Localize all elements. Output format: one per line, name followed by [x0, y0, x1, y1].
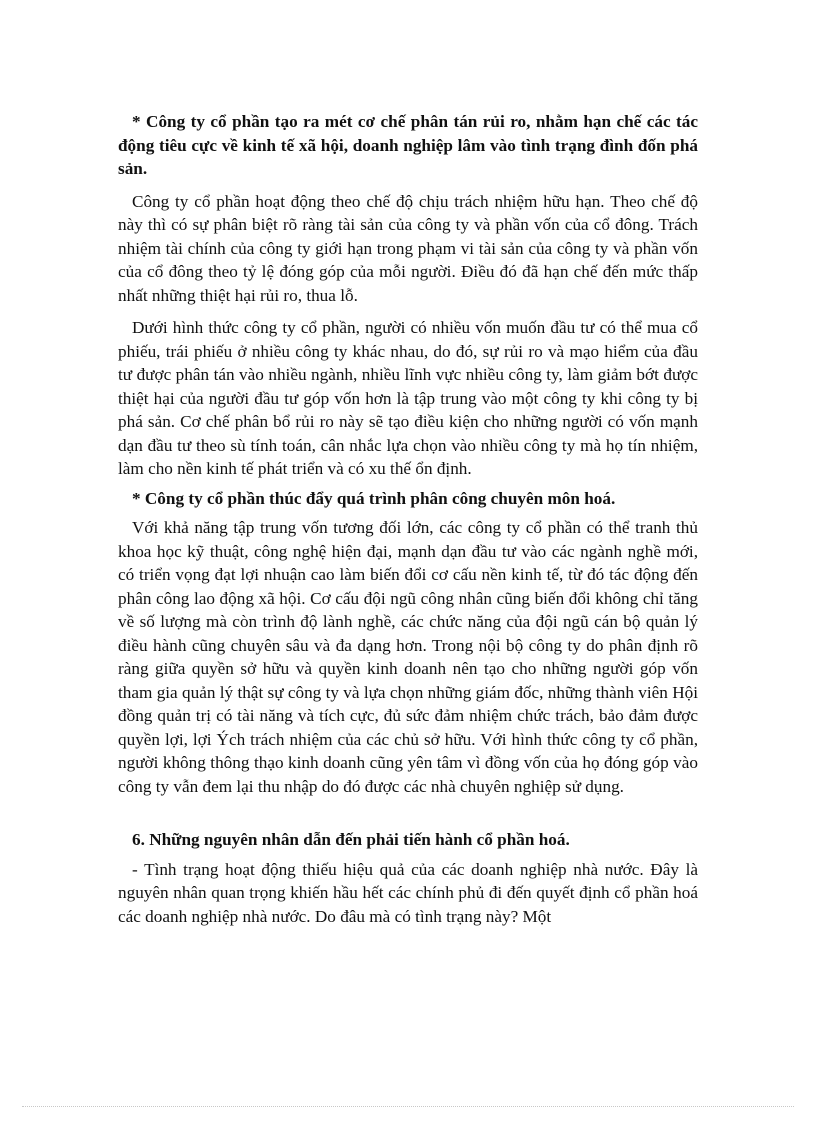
- paragraph-capital-concentration: Với khả năng tập trung vốn tương đối lớn, các công ty cổ phần có thể tranh thủ khoa học kỹ thuật, công nghệ hiện đại, mạnh dạn đầu tư vào các ngành nghề mới, có triển vọng đạt lợi nhuận cao làm biến đổi cơ cấu nền kinh tế, từ đó tác động đến phân công lao động xã hội. Cơ cấu đội ngũ công nhân cũng biến đổi không chỉ tăng về số lượng mà còn trình độ lành nghề, các chức năng của đội ngũ cán bộ quản lý điều hành cũng chuyên sâu và đa dạng hơn. Trong nội bộ công ty do phân định rõ ràng giữa quyền sở hữu và quyền kinh doanh nên tạo cho những người góp vốn tham gia quản lý thật sự công ty và lựa chọn những giám đốc, những thành viên Hội đồng quản trị có tài năng và tích cực, đủ sức đảm nhiệm chức trách, bảo đảm được quyền lợi, lợi Ých trách nhiệm của các chủ sở hữu. Với hình thức công ty cổ phần, người không thông thạo kinh doanh cũng yên tâm vì đồng vốn của họ đóng góp vào công ty vẫn đem lại thu nhập do đó được các nhà chuyên nghiệp sử dụng.: [118, 518, 698, 796]
- section-heading-risk-distribution: * Công ty cổ phần tạo ra mét cơ chế phân tán rủi ro, nhằm hạn chế các tác động tiêu cực về kinh tế xã hội, doanh nghiệp lâm vào tình trạng đình đốn phá sản.: [118, 112, 698, 178]
- section-heading-specialization: * Công ty cổ phần thúc đẩy quá trình phân công chuyên môn hoá.: [132, 488, 616, 508]
- paragraph-limited-liability: Công ty cổ phần hoạt động theo chế độ chịu trách nhiệm hữu hạn. Theo chế độ này thì có sự phân biệt rõ ràng tài sản của công ty và phần vốn của cổ đông. Trách nhiệm tài chính của công ty giới hạn trong phạm vi tài sản của công ty và phần vốn của cổ đông theo tỷ lệ đóng góp của mỗi người. Điều đó đã hạn chế đến mức thấp nhất những thiệt hại rủi ro, thua lỗ.: [118, 191, 698, 305]
- paragraph-risk-spreading: Dưới hình thức công ty cổ phần, người có nhiều vốn muốn đầu tư có thể mua cổ phiếu, trái phiếu ở nhiều công ty khác nhau, do đó, sự rủi ro và mạo hiểm của đầu tư được phân tán vào nhiều ngành, nhiều lĩnh vực nhiều công ty, làm giảm bớt được thiệt hại của người đầu tư góp vốn hơn là tập trung vào một công ty khi công ty bị phá sản. Cơ chế phân bổ rủi ro này sẽ tạo điều kiện cho những người có vốn mạnh dạn đầu tư theo sù tính toán, cân nhắc lựa chọn vào nhiều công ty mà họ tín nhiệm, làm cho nền kinh tế phát triển và có xu thế ổn định.: [118, 318, 698, 478]
- paragraph-inefficiency: - Tình trạng hoạt động thiếu hiệu quả của các doanh nghiệp nhà nước. Đây là nguyên nhân quan trọng khiến hầu hết các chính phủ đi đến quyết định cổ phần hoá các doanh nghiệp nhà nước. Do đâu mà có tình trạng này? Một: [118, 859, 698, 926]
- section-heading-reasons: 6. Những nguyên nhân dẫn đến phải tiến hành cổ phần hoá.: [132, 830, 570, 849]
- document-page: [118, 110, 698, 928]
- page-bottom-divider: [22, 1106, 794, 1107]
